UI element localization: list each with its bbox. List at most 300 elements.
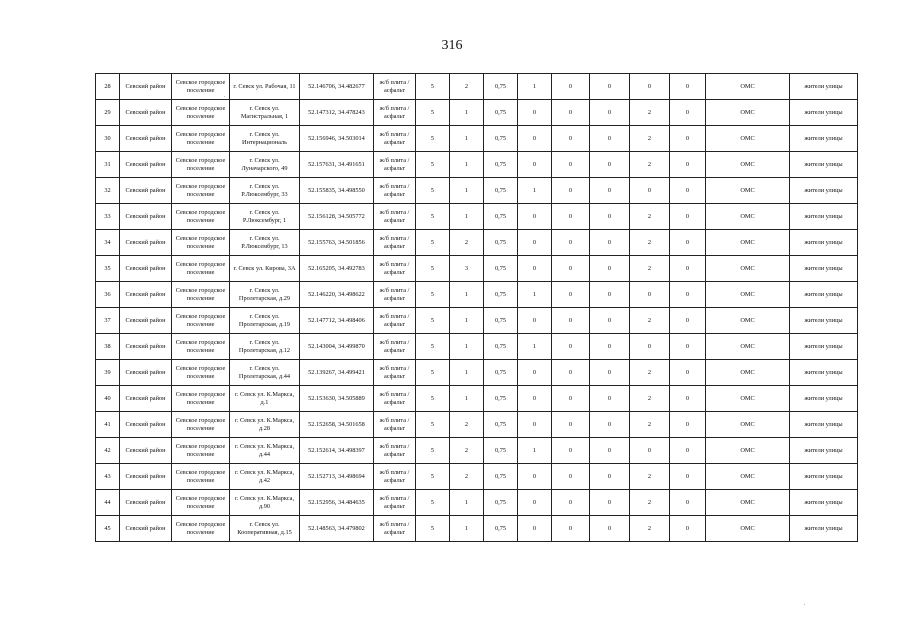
cell-users: жители улицы <box>790 204 858 230</box>
table-row <box>96 100 858 126</box>
cell-col-12: 0 <box>590 74 630 100</box>
cell-volume: 0,75 <box>484 516 518 542</box>
cell-district: Севский район <box>120 204 172 230</box>
cell-row-number: 34 <box>96 230 120 256</box>
cell-col-12: 0 <box>590 490 630 516</box>
cell-col-10: 1 <box>518 438 552 464</box>
cell-col-14: 0 <box>670 152 706 178</box>
cell-coordinates: 52.147712, 34.498406 <box>300 308 374 334</box>
cell-row-number: 30 <box>96 126 120 152</box>
cell-surface: ж/б плита /асфальт <box>374 438 416 464</box>
cell-col-13: 2 <box>630 412 670 438</box>
cell-district: Севский район <box>120 308 172 334</box>
cell-surface: ж/б плита /асфальт <box>374 230 416 256</box>
cell-coordinates: 52.146220, 34.498622 <box>300 282 374 308</box>
cell-surface: ж/б плита /асфальт <box>374 100 416 126</box>
cell-col-11: 0 <box>552 464 590 490</box>
cell-area: 5 <box>416 74 450 100</box>
cell-users: жители улицы <box>790 360 858 386</box>
cell-col-13: 2 <box>630 516 670 542</box>
cell-district: Севский район <box>120 74 172 100</box>
cell-surface: ж/б плита /асфальт <box>374 74 416 100</box>
cell-col-13: 0 <box>630 438 670 464</box>
cell-surface: ж/б плита /асфальт <box>374 386 416 412</box>
containers-table <box>95 73 858 542</box>
cell-address: г. Севск ул. К.Маркса, д.44 <box>230 438 300 464</box>
cell-users: жители улицы <box>790 412 858 438</box>
cell-count: 1 <box>450 386 484 412</box>
cell-settlement: Севское городское поселение <box>172 412 230 438</box>
cell-coordinates: 52.156128, 34.505772 <box>300 204 374 230</box>
cell-area: 5 <box>416 178 450 204</box>
cell-col-12: 0 <box>590 334 630 360</box>
cell-col-13: 0 <box>630 334 670 360</box>
cell-col-13: 0 <box>630 178 670 204</box>
cell-col-14: 0 <box>670 74 706 100</box>
cell-col-11: 0 <box>552 308 590 334</box>
cell-volume: 0,75 <box>484 230 518 256</box>
cell-surface: ж/б плита /асфальт <box>374 204 416 230</box>
cell-settlement: Севское городское поселение <box>172 100 230 126</box>
cell-col-13: 2 <box>630 256 670 282</box>
cell-col-13: 2 <box>630 204 670 230</box>
cell-coordinates: 52.165205, 34.492783 <box>300 256 374 282</box>
cell-area: 5 <box>416 126 450 152</box>
cell-settlement: Севское городское поселение <box>172 178 230 204</box>
cell-users: жители улицы <box>790 516 858 542</box>
cell-coordinates: 52.152956, 34.484635 <box>300 490 374 516</box>
cell-users: жители улицы <box>790 438 858 464</box>
cell-col-12: 0 <box>590 256 630 282</box>
cell-coordinates: 52.155763, 34.501856 <box>300 230 374 256</box>
cell-col-10: 0 <box>518 152 552 178</box>
cell-address: г. Севск ул. Рабочая, 11 <box>230 74 300 100</box>
cell-address: г. Севск ул. Р.Люксембург, 1 <box>230 204 300 230</box>
cell-col-13: 0 <box>630 74 670 100</box>
cell-col-10: 1 <box>518 282 552 308</box>
cell-col-14: 0 <box>670 516 706 542</box>
cell-owner: ОМС <box>706 308 790 334</box>
cell-owner: ОМС <box>706 282 790 308</box>
cell-users: жители улицы <box>790 100 858 126</box>
cell-col-11: 0 <box>552 152 590 178</box>
cell-col-10: 0 <box>518 126 552 152</box>
cell-area: 5 <box>416 360 450 386</box>
cell-row-number: 31 <box>96 152 120 178</box>
cell-count: 2 <box>450 464 484 490</box>
cell-district: Севский район <box>120 230 172 256</box>
cell-address: г. Севск ул. Интернациональ <box>230 126 300 152</box>
cell-volume: 0,75 <box>484 74 518 100</box>
cell-settlement: Севское городское поселение <box>172 204 230 230</box>
cell-col-12: 0 <box>590 464 630 490</box>
cell-col-10: 0 <box>518 464 552 490</box>
cell-coordinates: 52.147312, 34.478243 <box>300 100 374 126</box>
cell-surface: ж/б плита /асфальт <box>374 490 416 516</box>
cell-owner: ОМС <box>706 360 790 386</box>
table-row <box>96 126 858 152</box>
cell-area: 5 <box>416 256 450 282</box>
cell-col-12: 0 <box>590 438 630 464</box>
cell-users: жители улицы <box>790 490 858 516</box>
cell-coordinates: 52.148563, 34.479802 <box>300 516 374 542</box>
cell-row-number: 45 <box>96 516 120 542</box>
cell-coordinates: 52.143004, 34.499870 <box>300 334 374 360</box>
cell-count: 1 <box>450 282 484 308</box>
cell-address: г. Севск ул. Кооперативная, д.15 <box>230 516 300 542</box>
cell-row-number: 42 <box>96 438 120 464</box>
cell-row-number: 43 <box>96 464 120 490</box>
cell-address: г. Севск ул. Пролетарская, д.44 <box>230 360 300 386</box>
cell-coordinates: 52.152713, 34.498694 <box>300 464 374 490</box>
cell-col-10: 0 <box>518 308 552 334</box>
cell-surface: ж/б плита /асфальт <box>374 464 416 490</box>
cell-district: Севский район <box>120 178 172 204</box>
cell-users: жители улицы <box>790 178 858 204</box>
cell-col-14: 0 <box>670 204 706 230</box>
cell-area: 5 <box>416 516 450 542</box>
cell-users: жители улицы <box>790 386 858 412</box>
cell-col-14: 0 <box>670 282 706 308</box>
cell-address: г. Севск ул. К.Маркса, д.1 <box>230 386 300 412</box>
cell-users: жители улицы <box>790 230 858 256</box>
cell-col-11: 0 <box>552 516 590 542</box>
cell-area: 5 <box>416 386 450 412</box>
cell-district: Севский район <box>120 438 172 464</box>
cell-address: г. Севск ул. Кирова, 3А <box>230 256 300 282</box>
cell-owner: ОМС <box>706 178 790 204</box>
cell-area: 5 <box>416 412 450 438</box>
cell-coordinates: 52.157631, 34.491651 <box>300 152 374 178</box>
cell-col-12: 0 <box>590 308 630 334</box>
cell-row-number: 28 <box>96 74 120 100</box>
cell-col-10: 0 <box>518 256 552 282</box>
table-row <box>96 360 858 386</box>
cell-owner: ОМС <box>706 152 790 178</box>
cell-col-13: 2 <box>630 360 670 386</box>
cell-col-14: 0 <box>670 412 706 438</box>
cell-surface: ж/б плита /асфальт <box>374 152 416 178</box>
cell-col-10: 0 <box>518 230 552 256</box>
cell-users: жители улицы <box>790 126 858 152</box>
cell-surface: ж/б плита /асфальт <box>374 360 416 386</box>
cell-area: 5 <box>416 308 450 334</box>
cell-address: г. Севск ул. Пролетарская, д.19 <box>230 308 300 334</box>
cell-owner: ОМС <box>706 386 790 412</box>
cell-district: Севский район <box>120 100 172 126</box>
table-row <box>96 152 858 178</box>
cell-count: 1 <box>450 516 484 542</box>
cell-col-10: 1 <box>518 334 552 360</box>
cell-col-10: 0 <box>518 516 552 542</box>
cell-users: жители улицы <box>790 74 858 100</box>
cell-owner: ОМС <box>706 334 790 360</box>
table-row <box>96 178 858 204</box>
cell-surface: ж/б плита /асфальт <box>374 516 416 542</box>
cell-settlement: Севское городское поселение <box>172 282 230 308</box>
cell-volume: 0,75 <box>484 386 518 412</box>
cell-col-11: 0 <box>552 74 590 100</box>
cell-owner: ОМС <box>706 230 790 256</box>
cell-district: Севский район <box>120 152 172 178</box>
cell-surface: ж/б плита /асфальт <box>374 334 416 360</box>
cell-col-10: 1 <box>518 178 552 204</box>
cell-col-12: 0 <box>590 152 630 178</box>
cell-col-13: 2 <box>630 490 670 516</box>
cell-area: 5 <box>416 490 450 516</box>
cell-col-10: 0 <box>518 360 552 386</box>
cell-row-number: 39 <box>96 360 120 386</box>
table-row <box>96 464 858 490</box>
cell-volume: 0,75 <box>484 308 518 334</box>
cell-settlement: Севское городское поселение <box>172 438 230 464</box>
table-body <box>96 74 858 542</box>
cell-col-12: 0 <box>590 412 630 438</box>
cell-settlement: Севское городское поселение <box>172 256 230 282</box>
cell-col-10: 0 <box>518 386 552 412</box>
cell-col-10: 0 <box>518 490 552 516</box>
cell-volume: 0,75 <box>484 360 518 386</box>
cell-volume: 0,75 <box>484 152 518 178</box>
cell-col-11: 0 <box>552 386 590 412</box>
cell-row-number: 36 <box>96 282 120 308</box>
cell-address: г. Севск ул. Магистральная, 1 <box>230 100 300 126</box>
cell-col-13: 2 <box>630 126 670 152</box>
cell-col-13: 2 <box>630 152 670 178</box>
cell-district: Севский район <box>120 334 172 360</box>
cell-count: 2 <box>450 74 484 100</box>
cell-users: жители улицы <box>790 334 858 360</box>
cell-row-number: 32 <box>96 178 120 204</box>
table-row <box>96 386 858 412</box>
cell-settlement: Севское городское поселение <box>172 360 230 386</box>
scan-speck <box>804 604 805 605</box>
cell-count: 2 <box>450 412 484 438</box>
cell-row-number: 44 <box>96 490 120 516</box>
cell-count: 2 <box>450 438 484 464</box>
cell-count: 3 <box>450 256 484 282</box>
cell-coordinates: 52.146706, 34.482677 <box>300 74 374 100</box>
cell-address: г. Севск ул. К.Маркса, д.28 <box>230 412 300 438</box>
table-row <box>96 412 858 438</box>
cell-address: г. Севск ул. К.Маркса, д.90 <box>230 490 300 516</box>
cell-settlement: Севское городское поселение <box>172 386 230 412</box>
cell-district: Севский район <box>120 464 172 490</box>
cell-col-12: 0 <box>590 360 630 386</box>
table-row <box>96 438 858 464</box>
cell-coordinates: 52.156946, 34.503014 <box>300 126 374 152</box>
table-row <box>96 490 858 516</box>
cell-area: 5 <box>416 438 450 464</box>
cell-surface: ж/б плита /асфальт <box>374 178 416 204</box>
cell-count: 1 <box>450 308 484 334</box>
cell-col-10: 1 <box>518 74 552 100</box>
cell-row-number: 40 <box>96 386 120 412</box>
cell-col-14: 0 <box>670 360 706 386</box>
cell-owner: ОМС <box>706 256 790 282</box>
cell-count: 1 <box>450 178 484 204</box>
cell-area: 5 <box>416 152 450 178</box>
cell-area: 5 <box>416 230 450 256</box>
cell-count: 1 <box>450 152 484 178</box>
cell-col-12: 0 <box>590 100 630 126</box>
cell-col-11: 0 <box>552 360 590 386</box>
cell-col-14: 0 <box>670 100 706 126</box>
cell-volume: 0,75 <box>484 412 518 438</box>
cell-count: 1 <box>450 126 484 152</box>
cell-col-11: 0 <box>552 178 590 204</box>
cell-col-10: 0 <box>518 204 552 230</box>
cell-volume: 0,75 <box>484 282 518 308</box>
cell-count: 1 <box>450 100 484 126</box>
table-row <box>96 230 858 256</box>
page-number: 316 <box>441 38 463 53</box>
cell-users: жители улицы <box>790 282 858 308</box>
cell-surface: ж/б плита /асфальт <box>374 308 416 334</box>
cell-district: Севский район <box>120 386 172 412</box>
cell-settlement: Севское городское поселение <box>172 334 230 360</box>
cell-surface: ж/б плита /асфальт <box>374 126 416 152</box>
cell-settlement: Севское городское поселение <box>172 152 230 178</box>
cell-row-number: 29 <box>96 100 120 126</box>
cell-col-13: 0 <box>630 282 670 308</box>
cell-owner: ОМС <box>706 100 790 126</box>
cell-address: г. Севск ул. Пролетарская, д.29 <box>230 282 300 308</box>
cell-coordinates: 52.152658, 34.501658 <box>300 412 374 438</box>
cell-col-14: 0 <box>670 126 706 152</box>
cell-owner: ОМС <box>706 516 790 542</box>
cell-col-12: 0 <box>590 516 630 542</box>
cell-volume: 0,75 <box>484 126 518 152</box>
cell-col-11: 0 <box>552 256 590 282</box>
cell-col-11: 0 <box>552 334 590 360</box>
cell-surface: ж/б плита /асфальт <box>374 412 416 438</box>
cell-col-12: 0 <box>590 178 630 204</box>
table-row <box>96 74 858 100</box>
cell-district: Севский район <box>120 126 172 152</box>
cell-address: г. Севск ул. Пролетарская, д.12 <box>230 334 300 360</box>
cell-owner: ОМС <box>706 74 790 100</box>
cell-col-13: 2 <box>630 100 670 126</box>
cell-coordinates: 52.139267, 34.499421 <box>300 360 374 386</box>
cell-col-14: 0 <box>670 464 706 490</box>
table-row <box>96 256 858 282</box>
cell-settlement: Севское городское поселение <box>172 464 230 490</box>
cell-volume: 0,75 <box>484 334 518 360</box>
cell-owner: ОМС <box>706 438 790 464</box>
cell-col-12: 0 <box>590 204 630 230</box>
cell-coordinates: 52.152614, 34.498397 <box>300 438 374 464</box>
cell-volume: 0,75 <box>484 204 518 230</box>
cell-col-13: 2 <box>630 464 670 490</box>
cell-users: жители улицы <box>790 308 858 334</box>
cell-count: 1 <box>450 490 484 516</box>
cell-volume: 0,75 <box>484 256 518 282</box>
cell-row-number: 35 <box>96 256 120 282</box>
cell-col-13: 2 <box>630 230 670 256</box>
cell-volume: 0,75 <box>484 438 518 464</box>
cell-volume: 0,75 <box>484 178 518 204</box>
cell-surface: ж/б плита /асфальт <box>374 256 416 282</box>
cell-area: 5 <box>416 282 450 308</box>
cell-district: Севский район <box>120 412 172 438</box>
cell-row-number: 38 <box>96 334 120 360</box>
cell-col-11: 0 <box>552 438 590 464</box>
cell-area: 5 <box>416 464 450 490</box>
cell-area: 5 <box>416 100 450 126</box>
cell-address: г. Севск ул. Луначарского, 49 <box>230 152 300 178</box>
cell-address: г. Севск ул. К.Маркса, д.42 <box>230 464 300 490</box>
cell-district: Севский район <box>120 256 172 282</box>
cell-col-12: 0 <box>590 282 630 308</box>
cell-owner: ОМС <box>706 204 790 230</box>
cell-address: г. Севск ул. Р.Люксембург, 33 <box>230 178 300 204</box>
cell-settlement: Севское городское поселение <box>172 74 230 100</box>
cell-address: г. Севск ул. Р.Люксембург, 13 <box>230 230 300 256</box>
cell-col-11: 0 <box>552 412 590 438</box>
cell-coordinates: 52.153630, 34.505889 <box>300 386 374 412</box>
cell-row-number: 33 <box>96 204 120 230</box>
cell-volume: 0,75 <box>484 100 518 126</box>
cell-col-11: 0 <box>552 490 590 516</box>
cell-col-14: 0 <box>670 334 706 360</box>
cell-owner: ОМС <box>706 490 790 516</box>
table-row <box>96 308 858 334</box>
cell-col-13: 2 <box>630 386 670 412</box>
cell-owner: ОМС <box>706 126 790 152</box>
cell-settlement: Севское городское поселение <box>172 308 230 334</box>
cell-volume: 0,75 <box>484 464 518 490</box>
cell-col-14: 0 <box>670 386 706 412</box>
cell-col-11: 0 <box>552 204 590 230</box>
cell-col-12: 0 <box>590 230 630 256</box>
table-row <box>96 204 858 230</box>
cell-owner: ОМС <box>706 464 790 490</box>
cell-col-14: 0 <box>670 308 706 334</box>
cell-settlement: Севское городское поселение <box>172 516 230 542</box>
cell-col-14: 0 <box>670 178 706 204</box>
cell-col-11: 0 <box>552 126 590 152</box>
table-row <box>96 282 858 308</box>
cell-count: 2 <box>450 230 484 256</box>
cell-col-14: 0 <box>670 438 706 464</box>
cell-users: жители улицы <box>790 464 858 490</box>
cell-area: 5 <box>416 204 450 230</box>
cell-col-14: 0 <box>670 230 706 256</box>
table-row <box>96 516 858 542</box>
cell-owner: ОМС <box>706 412 790 438</box>
cell-col-11: 0 <box>552 230 590 256</box>
cell-col-13: 2 <box>630 308 670 334</box>
cell-settlement: Севское городское поселение <box>172 230 230 256</box>
cell-surface: ж/б плита /асфальт <box>374 282 416 308</box>
cell-volume: 0,75 <box>484 490 518 516</box>
cell-district: Севский район <box>120 516 172 542</box>
cell-row-number: 37 <box>96 308 120 334</box>
cell-users: жители улицы <box>790 152 858 178</box>
cell-col-10: 0 <box>518 412 552 438</box>
cell-row-number: 41 <box>96 412 120 438</box>
cell-district: Севский район <box>120 282 172 308</box>
scan-speck <box>224 96 225 97</box>
cell-col-11: 0 <box>552 100 590 126</box>
cell-count: 1 <box>450 204 484 230</box>
cell-coordinates: 52.155835, 34.498550 <box>300 178 374 204</box>
cell-district: Севский район <box>120 490 172 516</box>
table-row <box>96 334 858 360</box>
cell-col-12: 0 <box>590 126 630 152</box>
cell-count: 1 <box>450 334 484 360</box>
